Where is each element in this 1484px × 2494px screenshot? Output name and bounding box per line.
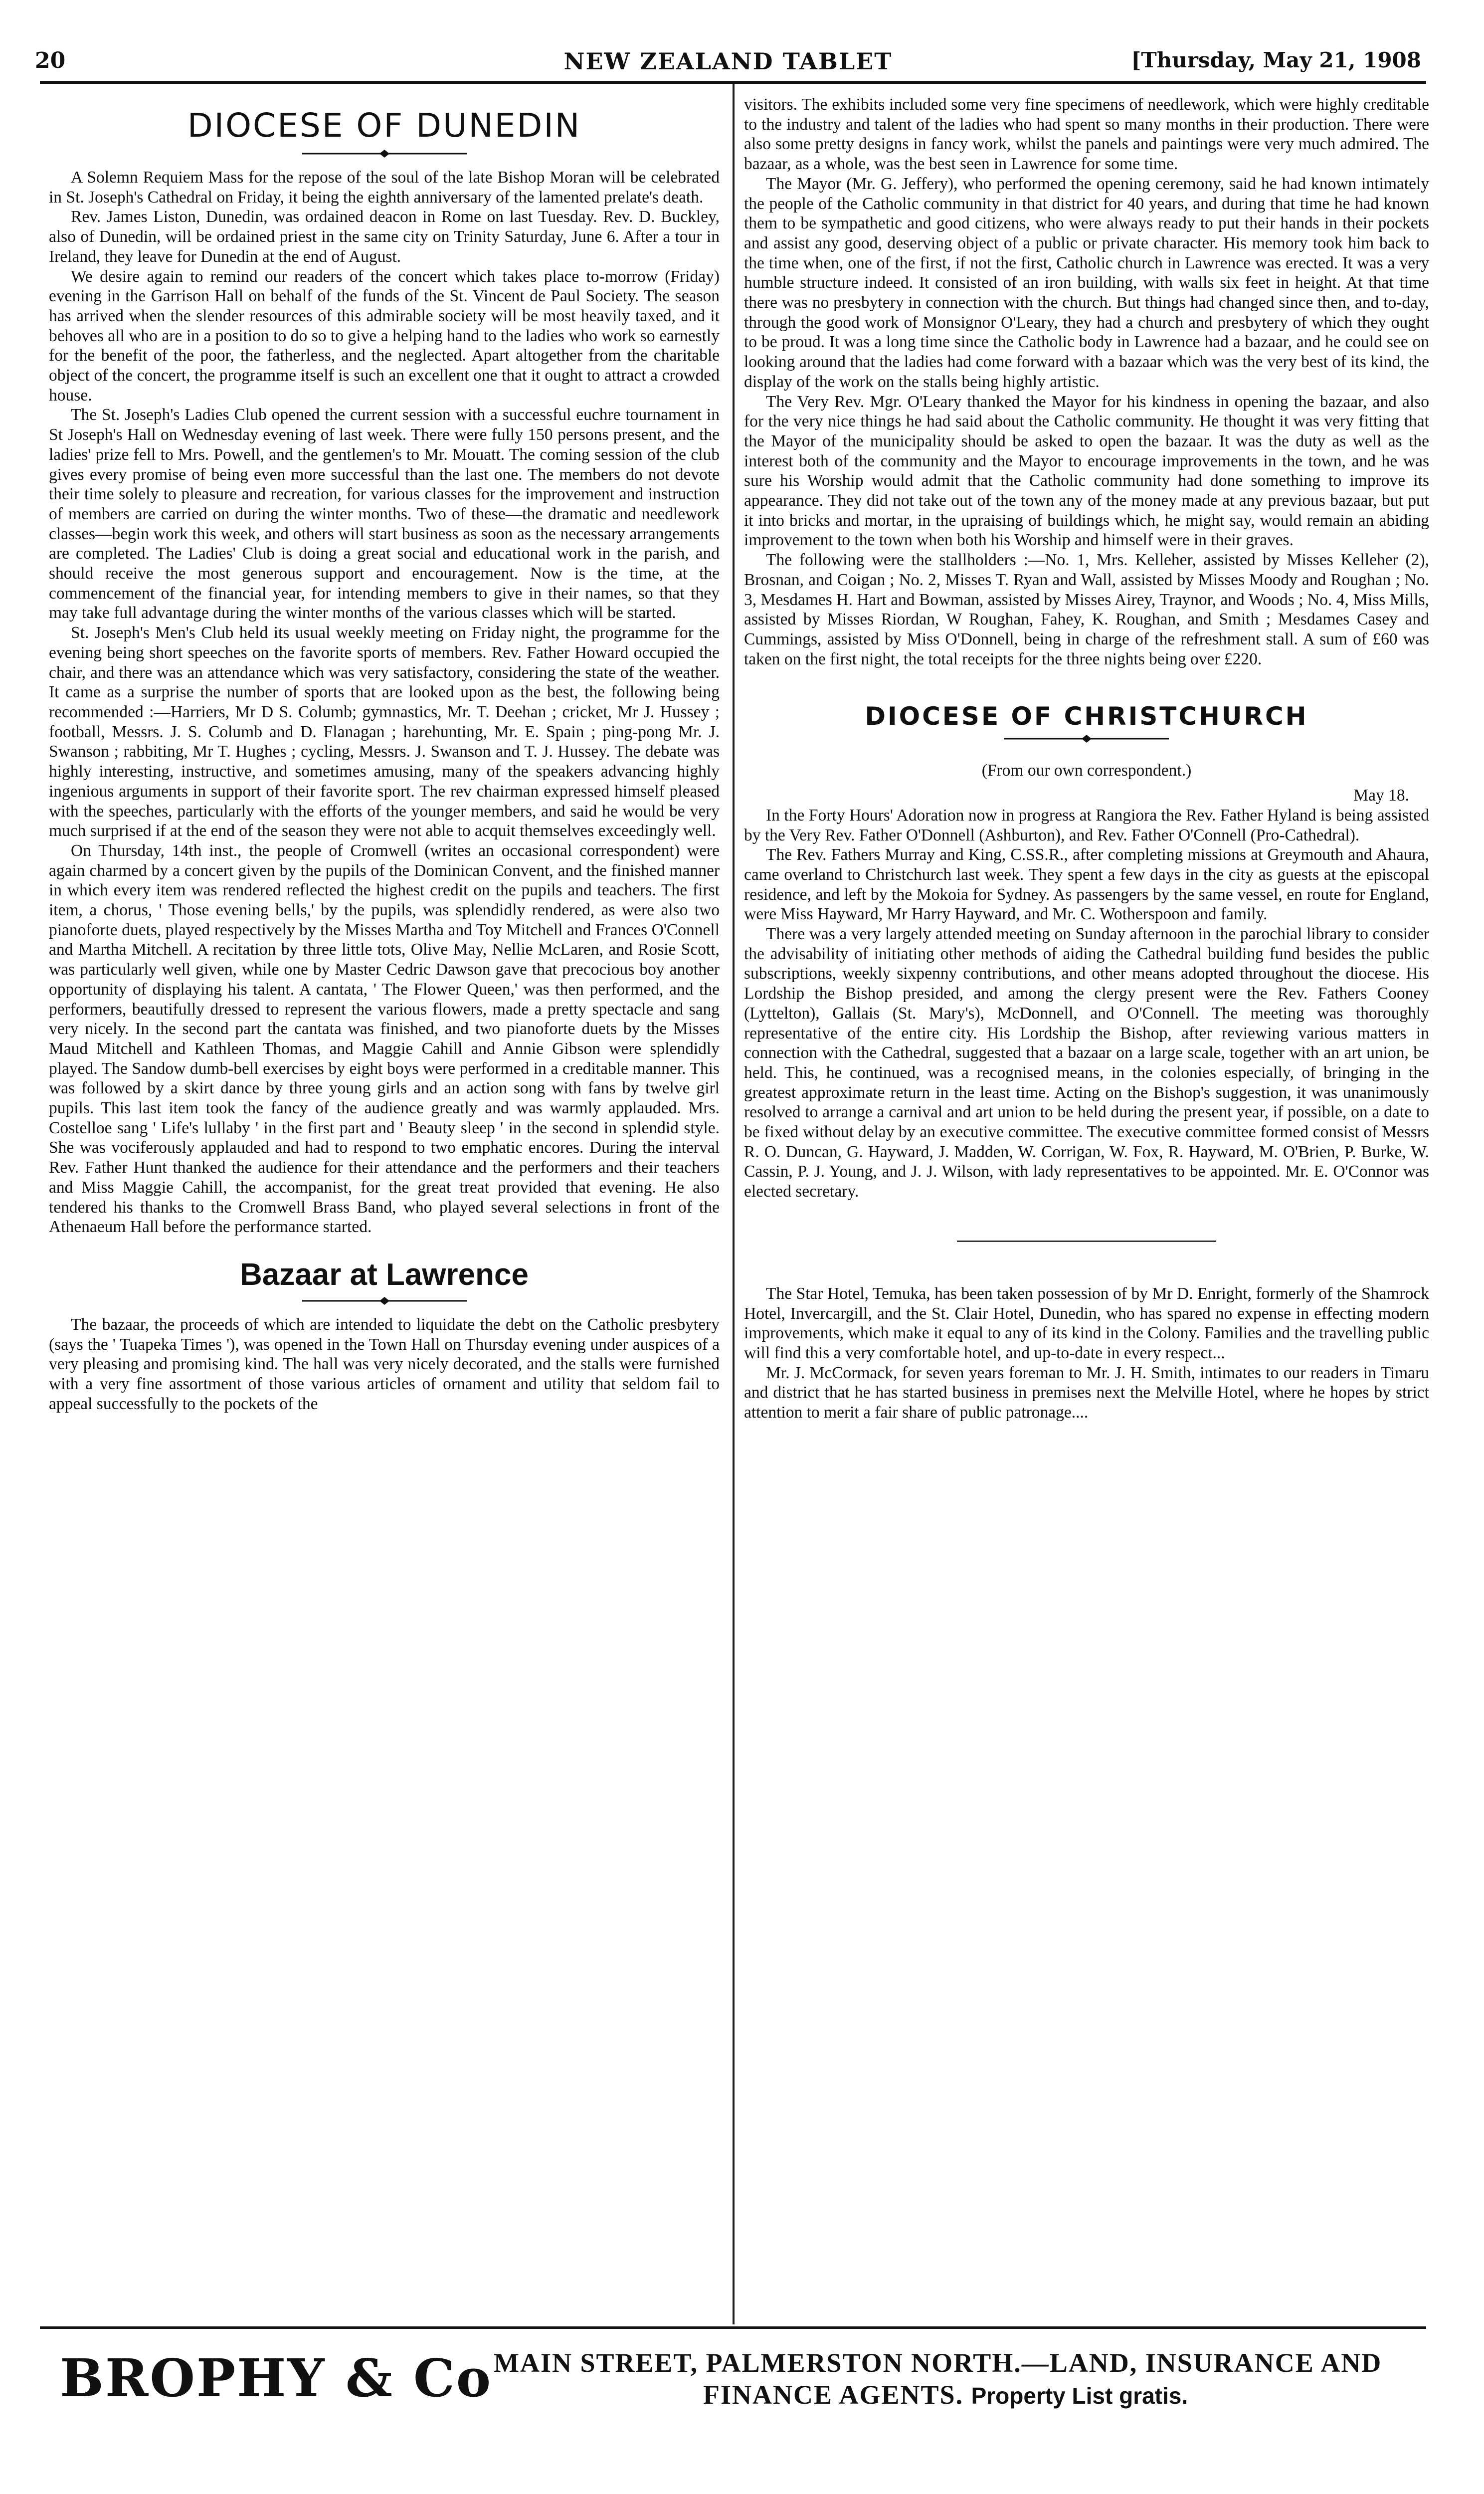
notice-paragraph: Mr. J. McCormack, for seven years foreman to Mr. J. H. Smith, intimates to our readers in Timaru and district that he has started business in premises next the Melville Hotel, where he hopes by strict attention to merit a fair share of public patronage.... <box>744 1363 1429 1422</box>
dunedin-paragraph: On Thursday, 14th inst., the people of Cromwell (writes an occasional correspondent) were again charmed by a concert given by the pupils of the Dominican Convent, and the finished manner in which every item was rendered reflected the highest credit on the pupils and teachers. The first item, a chorus, ' Those evening bells,' by the pupils, was splendidly rendered, as were also two pianoforte duets, played respectively by the Misses Martha and Toy Mitchell and Frances O'Connell and Martha Mitchell. A recitation by three little tots, Olive May, Nellie McLaren, and Rosie Scott, was particularly well given, while one by Master Cedric Dawson gave that precocious boy another opportunity of displaying his talent. A cantata, ' The Flower Queen,' was then performed, and the performers, beautifully dressed to represent the various flowers, made a pretty spectacle and sang very nicely. In the second part the cantata was finished, and two pianoforte duets by the Misses Maud Mitchell and Kathleen Thomas, and Maggie Cahill and Annie Gibson were splendidly played. The Sandow dumb-bell exercises by eight boys were performed in a creditable manner. This was followed by a skirt dance by three young girls and an action song with fans by twelve girl pupils. This last item took the fancy of the audience greatly and was warmly applauded. Mrs. Costelloe sang ' Life's lullaby ' in the first part and ' Beauty sleep ' in the second in splendid style. She was vociferously applauded and had to respond to two emphatic encores. During the interval Rev. Father Hunt thanked the audience for their attendance and the performers and their teachers and Miss Maggie Cahill, the accompanist, for the great treat provided that evening. He also tendered his thanks to the Cromwell Brass Band, who played several selections in front of the Athenaeum Hall before the performance started. <box>49 841 720 1237</box>
christchurch-paragraph: The Rev. Fathers Murray and King, C.SS.R., after completing missions at Greymouth and Ahaura, came overland to Christchurch last week. They spent a few days in the city as guests at the episcopal residence, and left by the Mokoia for Sydney. As passengers by the same vessel, en route for England, were Miss Hayward, Mr Harry Hayward, and Mr. C. Wotherspoon and family. <box>744 845 1429 924</box>
left-column <box>49 95 720 2319</box>
ornament-divider <box>302 149 467 159</box>
dunedin-paragraph: A Solemn Requiem Mass for the repose of the soul of the late Bishop Moran will be celebrated in St. Joseph's Cathedral on Friday, it being the eighth anniversary of the lamented prelate's death. <box>49 168 720 207</box>
dunedin-paragraph: The St. Joseph's Ladies Club opened the current session with a successful euchre tournament in St Joseph's Hall on Wednesday evening of last week. There were fully 150 persons present, and the ladies' prize fell to Mrs. Powell, and the gentlemen's to Mr. Mouatt. The coming session of the club gives every promise of being even more successful than the last one. The members do not devote their time solely to pleasure and recreation, for various classes for the improvement and instruction of members are carried on during the winter months. Two of these—the dramatic and needlework classes—begin work this week, and others will start business as soon as the necessary arrangements are completed. The Ladies' Club is doing a great social and educational work in the parish, and should receive the most generous support and encouragement. Now is the time, at the commencement of the financial year, for intending members to give in their names, so that they may take full advantage during the winter months of the various classes which will be started. <box>49 406 720 623</box>
issue-date: [Thursday, May 21, 1908 <box>1131 48 1421 72</box>
bazaar-paragraph: The Very Rev. Mgr. O'Leary thanked the Mayor for his kindness in opening the bazaar, and also for the very nice things he had said about the Catholic community. He thought it was very fitting that the Mayor of the municipality should be asked to open the bazaar. It was the duty as well as the interest both of the community and the Mayor to encourage improvements in the town, and he was sure his Worship would admit that the Catholic community had done something to improve its appearance. They did not take out of the town any of the money made at any previous bazaar, but put it into bricks and mortar, in the upraising of buildings which, he might say, would remain an abiding improvement to the town when both his Worship and himself were in their graves. <box>744 392 1429 550</box>
dunedin-paragraph: St. Joseph's Men's Club held its usual weekly meeting on Friday night, the programme for the evening being short speeches on the favorite sports of members. Rev. Father Howard occupied the chair, and there was an attendance which was very satisfactory, considering the state of the weather. It came as a surprise the number of sports that are looked upon as the best, the following being recommended :—Harriers, Mr D S. Columb; gymnastics, Mr. T. Deehan ; cricket, Mr J. Hussey ; football, Messrs. J. S. Columb and D. Flanagan ; harehunting, Mr. E. Spain ; ping-pong Mr. J. Swanson ; rabbiting, Mr T. Hughes ; cycling, Messrs. J. Swanson and T. J. Hussey. The debate was highly interesting, instructive, and sometimes amusing, many of the speakers advancing highly ingenious arguments in support of their favorite sport. The rev chairman expressed himself pleased with the speeches, particularly with the efforts of the younger members, and said he would be very much surprised if at the end of the season they were not able to acquit themselves exceedingly well. <box>49 624 720 840</box>
bazaar-continued: visitors. The exhibits included some very fine specimens of needlework, which were highly creditable to the industry and talent of the ladies who had spent so many months in their production. There were also some pretty designs in fancy work, whilst the panels and paintings were very much admired. The bazaar, as a whole, was the best seen in Lawrence for some time. <box>744 95 1429 174</box>
dunedin-paragraph: Rev. James Liston, Dunedin, was ordained deacon in Rome on last Tuesday. Rev. D. Buckley, also of Dunedin, will be ordained priest in the same city on Trinity Saturday, June 6. After a tour in Ireland, they leave for Dunedin at the end of August. <box>49 208 720 266</box>
right-column <box>744 95 1429 2319</box>
advertisement <box>40 2339 1426 2414</box>
advert-services-text: FINANCE AGENTS. <box>703 2380 964 2410</box>
section-break-rule <box>957 1241 1216 1242</box>
christchurch-paragraph: In the Forty Hours' Adoration now in progress at Rangiora the Rev. Father Hyland is being assisted by the Very Rev. Father O'Donnell (Ashburton), and Rev. Father O'Connell (Pro-Cathedral). <box>744 806 1429 844</box>
bazaar-heading: Bazaar at Lawrence <box>240 1257 529 1292</box>
page-header <box>35 48 1421 83</box>
dunedin-paragraph: We desire again to remind our readers of the concert which takes place to-morrow (Friday) evening in the Garrison Hall on behalf of the funds of the St. Vincent de Paul Society. The season has arrived when the slender resources of this admirable society will be most heavily taxed, and it behoves all who are in a position to do so to give a helping hand to the ladies who work so earnestly for the benefit of the poor, the fatherless, and the neglected. Apart altogether from the charitable object of the concert, the programme itself is such an excellent one that it ought to attract a crowded house. <box>49 267 720 405</box>
christchurch-paragraph: There was a very largely attended meeting on Sunday afternoon in the parochial library to consider the advisability of initiating other methods of aiding the Cathedral building fund besides the public subscriptions, weekly sixpenny contributions, and other means adopted throughout the diocese. His Lordship the Bishop presided, and among the clergy present were the Rev. Fathers Cooney (Lyttelton), Gallais (St. Mary's), McDonnell, and O'Connell. The meeting was thoroughly representative of the entire city. His Lordship the Bishop, after reviewing various matters in connection with the Cathedral, suggested that a bazaar on a large scale, together with an art union, be held. This, he continued, was a recognised means, in the colonies especially, of bringing in the greatest approximate return in the least time. Acting on the Bishop's suggestion, it was unanimously resolved to arrange a carnival and art union to be held during the present year, if possible, on a date to be fixed without delay by an executive committee. The executive committee formed consist of Messrs R. O. Duncan, G. Hayward, J. Madden, W. Corrigan, W. Fox, R. Hayward, M. O'Brien, P. Burke, W. Cassin, P. J. Young, and J. J. Wilson, with lady representatives to be appointed. Mr. E. O'Connor was elected secretary. <box>744 925 1429 1201</box>
bazaar-paragraph: The Mayor (Mr. G. Jeffery), who performed the opening ceremony, said he had known intimately the people of the Catholic community in that district for 40 years, and during that time he had known them to be sympathetic and good citizens, who were always ready to put their hands in their pockets and assist any good, deserving object of a public or private character. His memory took him back to the time when, one of the first, if not the first, Catholic church in Lawrence was erected. It was a very humble structure indeed. It consisted of an iron building, with walls six feet in height. At that time there was no presbytery in connection with the church. But things had changed since then, and to-day, through the good work of Monsignor O'Leary, they had a church and presbytery of which they ought to be proud. It was a long time since the Catholic body in Lawrence had a bazaar, and he could see on looking around that the ladies had come forward with a bazaar which was the very best of its kind, the display of the work on the stalls being highly artistic. <box>744 174 1429 391</box>
advert-property-list: Property List gratis. <box>971 2383 1188 2409</box>
dateline: May 18. <box>1353 786 1409 805</box>
page-number: 20 <box>35 48 66 73</box>
bazaar-paragraph: The following were the stallholders :—No. 1, Mrs. Kelleher, assisted by Misses Kelleher (2), Brosnan, and Coigan ; No. 2, Misses T. Ryan and Wall, assisted by Misses Moody and Roughan ; No. 3, Mesdames H. Hart and Bowman, assisted by Misses Airey, Traynor, and Woods ; No. 4, Miss Mills, assisted by Misses Riordan, W Roughan, Fahey, K. Roughan, and Smith ; Mesdames Casey and Cummings, assisted by Miss O'Donnell, being in charge of the refreshment stall. A sum of £60 was taken on the first night, the total receipts for the three nights being over £220. <box>744 551 1429 668</box>
ornament-divider <box>302 1296 467 1306</box>
dunedin-heading: DIOCESE OF DUNEDIN <box>187 106 581 145</box>
advert-services <box>703 2379 1188 2410</box>
ornament-divider <box>1004 734 1169 744</box>
column-divider <box>733 84 735 2324</box>
notice-paragraph: The Star Hotel, Temuka, has been taken possession of by Mr D. Enright, formerly of the Shamrock Hotel, Invercargill, and the St. Clair Hotel, Dunedin, who has spared no expense in effecting modern improvements, which make it equal to any of its kind in the Colony. Families and the travelling public will find this a very comfortable hotel, and up-to-date in every respect... <box>744 1284 1429 1362</box>
correspondent-note: (From our own correspondent.) <box>981 761 1192 780</box>
advert-address: MAIN STREET, PALMERSTON NORTH.—LAND, INSURANCE AND <box>494 2348 1382 2378</box>
publication-title: NEW ZEALAND TABLET <box>563 48 893 75</box>
christchurch-heading: DIOCESE OF CHRISTCHURCH <box>865 702 1308 731</box>
footer-rule <box>40 2326 1426 2329</box>
bazaar-paragraph: The bazaar, the proceeds of which are intended to liquidate the debt on the Catholic presbytery (says the ' Tuapeka Times '), was opened in the Town Hall on Thursday evening under auspices of a very pleasing and promising kind. The hall was very nicely decorated, and the stalls were furnished with a very fine assortment of those various articles of ornament and utility that seldom fail to appeal successfully to the pockets of the <box>49 1315 720 1413</box>
advert-brand: BROPHY & Co <box>60 2347 493 2409</box>
